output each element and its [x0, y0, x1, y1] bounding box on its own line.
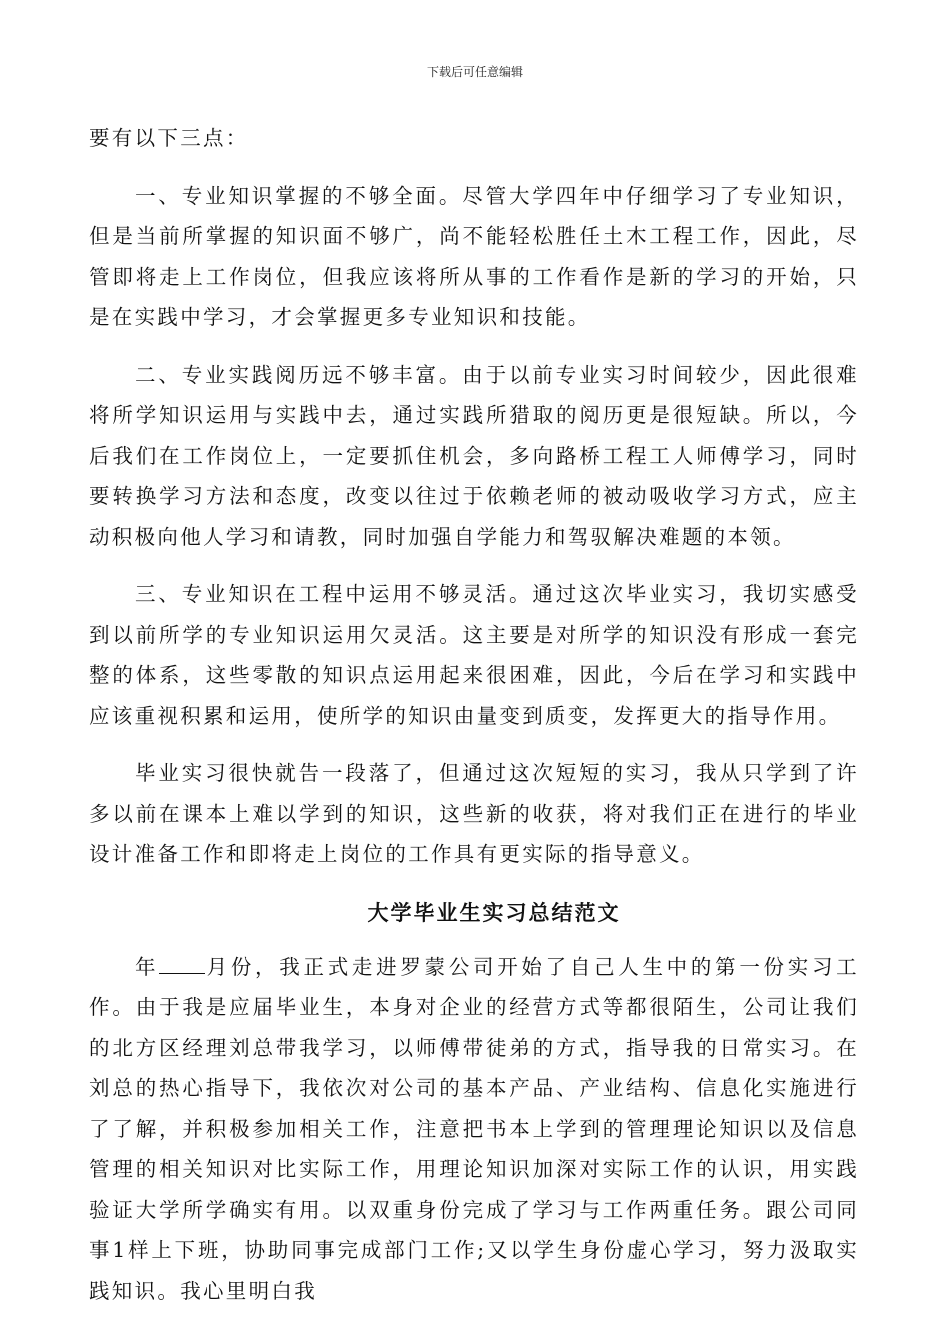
paragraph-body-text: 月份，我正式走进罗蒙公司开始了自己人生中的第一份实习工作。由于我是应届毕业生，本身对企业的经营方式等都很陌生，公司让我们的北方区经理刘总带我学习，以师傅带徒弟的方式，指导我的日常实习。在刘总的热心指导下，我依次对公司的基本产品、产业结构、信息化实施进行了了解，并积极参加相关工作，注意把书本上学到的管理理论知识以及信息管理的相关知识对比实际工作，用理论知识加深对实际工作的认识，用实践验证大学所学确实有用。以双重身份完成了学习与工作两重任务。跟公司同事1样上下班，协助同事完成部门工作;又以学生身份虚心学习，努力汲取实践知识。我心里明白我 — [89, 954, 859, 1303]
paragraph-lead-text: 年 — [135, 954, 160, 979]
section-title: 大学毕业生实习总结范文 — [367, 899, 621, 925]
paragraph-point-one: 一、专业知识掌握的不够全面。尽管大学四年中仔细学习了专业知识，但是当前所掌握的知识面不够广，尚不能轻松胜任土木工程工作，因此，尽管即将走上工作岗位，但我应该将所从事的工作看作是新的学习的开始，只是在实践中学习，才会掌握更多专业知识和技能。 — [89, 183, 859, 329]
page-header: 下载后可任意编辑 — [426, 65, 523, 79]
paragraph-conclusion: 毕业实习很快就告一段落了，但通过这次短短的实习，我从只学到了许多以前在课本上难以学到的知识，这些新的收获，将对我们正在进行的毕业设计准备工作和即将走上岗位的工作具有更实际的指导意义。 — [89, 761, 859, 866]
paragraph-section-body — [89, 947, 859, 1312]
blank-underline — [159, 951, 205, 974]
paragraph-point-three: 三、专业知识在工程中运用不够灵活。通过这次毕业实习，我切实感受到以前所学的专业知识运用欠灵活。这主要是对所学的知识没有形成一套完整的体系，这些零散的知识点运用起来很困难，因此，今后在学习和实践中应该重视积累和运用，使所学的知识由量变到质变，发挥更大的指导作用。 — [89, 582, 859, 728]
paragraph-point-two: 二、专业实践阅历远不够丰富。由于以前专业实习时间较少，因此很难将所学知识运用与实践中去，通过实践所猎取的阅历更是很短缺。所以，今后我们在工作岗位上，一定要抓住机会，多向路桥工程工人师傅学习，同时要转换学习方法和态度，改变以往过于依赖老师的被动吸收学习方式，应主动积极向他人学习和请教，同时加强自学能力和驾驭解决难题的本领。 — [89, 362, 859, 549]
document-body — [89, 118, 859, 1311]
paragraph-intro: 要有以下三点： — [89, 126, 249, 150]
